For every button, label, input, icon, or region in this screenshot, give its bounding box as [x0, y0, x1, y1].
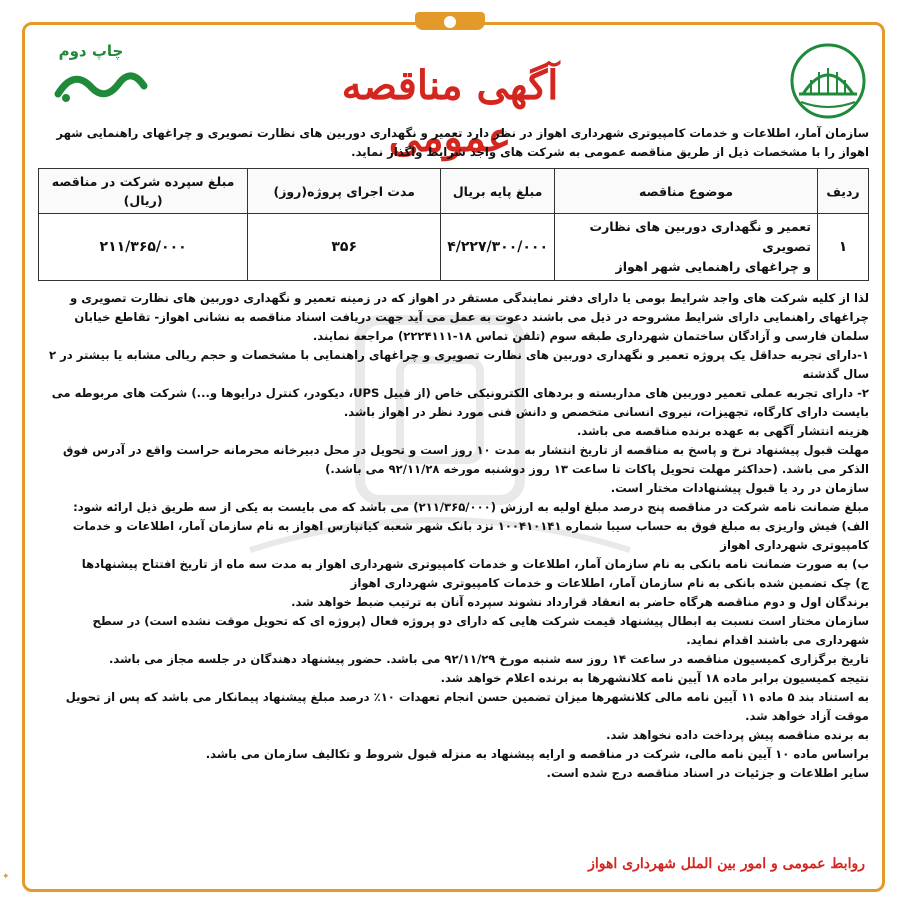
body-paragraph: الف) فیش واریزی به مبلغ فوق به حساب سیبا شماره ۱۰۰۴۱۰۱۴۱ نزد بانک شهر شعبه کیانپارس اهواز به نام سازمان آمار، اطلاعات و خدمات کامپیوتری شهرداری اهواز [72, 519, 869, 552]
reprint-label: چاپ دوم [58, 42, 124, 60]
header-base-price: مبلغ پایه بریال [441, 169, 555, 214]
body-paragraph: لذا از کلیه شرکت های واجد شرایط بومی یا دارای دفتر نمایندگی مستقر در اهواز که در زمینه تعمیر و نگهداری دوربین های نظارت تصویری و چراغهای راهنمایی دارای شرایط مشروحه در ذیل می باشند دعوت به عمل می آید جهت دریافت اسناد مناقصه به نشانی اهواز- تقاطع خیابان سلمان فارسی و آزادگان ساختمان شهرداری طبقه سوم (تلفن تماس ۱۸-۲۲۲۴۱۱۱) مراجعه نمایند. [70, 291, 869, 343]
subject-line-1: تعمیر و نگهداری دوربین های نظارت تصویری [589, 219, 811, 254]
body-paragraph: سایر اطلاعات و جزئیات در اسناد مناقصه درج شده است. [546, 766, 869, 780]
body-paragraph: هزینه انتشار آگهی به عهده برنده مناقصه می باشد. [576, 424, 869, 438]
tab-dot [444, 16, 456, 28]
cell-deposit: ۲۱۱/۳۶۵/۰۰۰ [39, 214, 248, 281]
table-row [39, 214, 869, 281]
body-paragraph: ۲- دارای تجربه عملی تعمیر دوربین های مداربسته و بردهای الکترونیکی خاص (از قبیل UPS، دیکودر، کنترل درایوها و...) شرکت های مربوطه می بایست دارای کارگاه، تجهیزات، نیروی انسانی متخصص و دانش فنی مورد نظر در اهواز باشد. [51, 386, 869, 419]
notice-content [38, 124, 869, 783]
body-paragraph: برندگان اول و دوم مناقصه هرگاه حاضر به انعقاد قرارداد نشوند سپرده آنان به ترتیب ضبط خواهد شد. [291, 595, 869, 609]
body-paragraph: به استناد بند ۵ ماده ۱۱ آیین نامه مالی کلانشهرها میزان تضمین حسن انجام تعهدات ۱۰٪ درصد مبلغ پیشنهاد پیمانکار می باشد که پس از تحویل موقت آزاد خواهد شد. [65, 690, 869, 723]
body-paragraph: نتیجه کمیسیون برابر ماده ۱۸ آیین نامه کلانشهرها به برنده اعلام خواهد شد. [440, 671, 869, 685]
body-paragraph: تاریخ برگزاری کمیسیون مناقصه در ساعت ۱۴ روز سه شنبه مورخ ۹۲/۱۱/۲۹ می باشد. حضور پیشنهاد دهندگان در جلسه مجاز می باشد. [109, 652, 869, 666]
body-paragraph: ب) به صورت ضمانت نامه بانکی به نام سازمان آمار، اطلاعات و خدمات کامپیوتری شهرداری اهواز به مدت سه ماه از تاریخ افتتاح پیشنهادها [81, 557, 869, 571]
body-paragraph: ج) چک تضمین شده بانکی به نام سازمان آمار، اطلاعات و خدمات کامپیوتری شهرداری اهواز [350, 576, 869, 590]
header-subject: موضوع مناقصه [555, 169, 818, 214]
body-paragraph: مبلغ ضمانت نامه شرکت در مناقصه پنج درصد مبلغ اولیه به ارزش (۲۱۱/۳۶۵/۰۰۰) می باشد که می بایست به یکی از سه طریق ذیل ارائه شود: [73, 500, 869, 514]
header-duration: مدت اجرای پروژه(روز) [248, 169, 441, 214]
body-paragraph: ۱-دارای تجربه حداقل یک پروژه تعمیر و نگهداری دوربین های نظارت تصویری و چراغهای راهنمایی با مشخصات و حجم ریالی مشابه یا بیشتر در ۲ سال گذشته [48, 348, 869, 381]
header-row-no: ردیف [818, 169, 869, 214]
intro-paragraph: سازمان آمار، اطلاعات و خدمات کامپیوتری شهرداری اهواز در نظر دارد تعمیر و نگهداری دوربین های نظارت تصویری و چراغهای راهنمایی شهر اهواز را با مشخصات ذیل از طریق مناقصه عمومی به شرکت های واجد شرایط واگذار نماید. [56, 126, 869, 159]
top-tab [415, 12, 485, 30]
footer-signature: روابط عمومی و امور بین الملل شهرداری اهواز [588, 856, 865, 872]
body-paragraph: سازمان مختار است نسبت به ابطال پیشنهاد قیمت شرکت هایی که دارای دو پروژه فعال (پروژه ای که تحویل موقت نشده است) در سطح شهرداری می باشند اقدام نماید. [92, 614, 869, 647]
table-header-row [39, 169, 869, 214]
body-paragraph: مهلت قبول پیشنهاد نرخ و پاسخ به مناقصه از تاریخ انتشار به مدت ۱۰ روز است و تحویل در محل دبیرخانه محرمانه حراست واقع در آدرس فوق الذکر می باشد. (حداکثر مهلت تحویل پاکات تا ساعت ۱۳ روز دوشنبه مورخه ۹۲/۱۱/۲۸ می باشد.) [63, 443, 869, 476]
body-text [38, 289, 869, 783]
newspaper-logo-icon [44, 46, 154, 110]
side-mark-icon: ✦ [2, 872, 10, 882]
body-paragraph: به برنده مناقصه پیش پرداخت داده نخواهد شد. [606, 728, 869, 742]
page-title: آگهی مناقصه عمومی [341, 62, 559, 161]
cell-subject [555, 214, 818, 281]
header-deposit: مبلغ سپرده شرکت در مناقصه (ریال) [39, 169, 248, 214]
municipality-bridge-logo-icon [789, 42, 867, 120]
subject-line-2: و چراغهای راهنمایی شهر اهواز [615, 259, 811, 274]
cell-base-price: ۴/۲۲۷/۳۰۰/۰۰۰ [441, 214, 555, 281]
tender-table [38, 168, 869, 281]
body-paragraph: سازمان در رد یا قبول پیشنهادات مختار است. [610, 481, 869, 495]
cell-duration: ۳۵۶ [248, 214, 441, 281]
body-paragraph: براساس ماده ۱۰ آیین نامه مالی، شرکت در مناقصه و ارایه پیشنهاد به منزله قبول شروط و تکالیف سازمان می باشد. [205, 747, 869, 761]
cell-row-no: ۱ [818, 214, 869, 281]
